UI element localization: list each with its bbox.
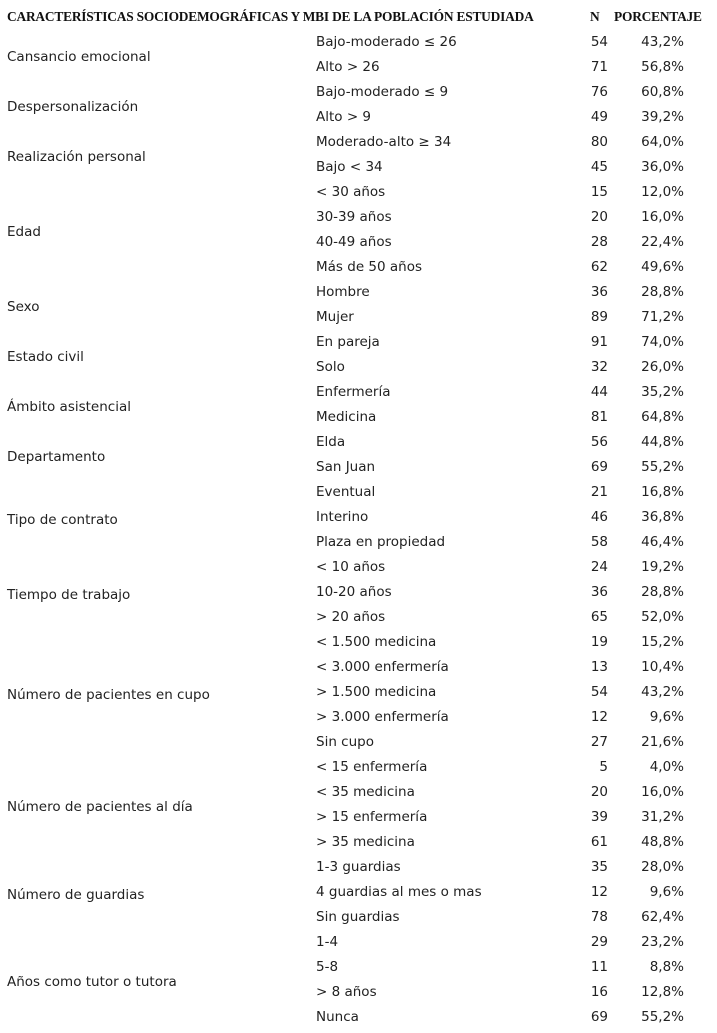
- table-row: [0, 530, 717, 555]
- n-cell: 62: [590, 259, 608, 275]
- n-cell: 56: [590, 434, 608, 450]
- n-cell: 81: [590, 409, 608, 425]
- n-cell: 54: [590, 684, 608, 700]
- table-row: [0, 480, 717, 505]
- category-cell: < 1.500 medicina: [316, 634, 437, 650]
- table-row: [0, 105, 717, 130]
- row-group: [0, 330, 717, 380]
- n-cell: 20: [590, 784, 608, 800]
- table-row: [0, 580, 717, 605]
- category-cell: Medicina: [316, 409, 377, 425]
- table-row: [0, 380, 717, 405]
- n-cell: 21: [590, 484, 608, 500]
- n-cell: 45: [590, 159, 608, 175]
- n-cell: 76: [590, 84, 608, 100]
- n-cell: 36: [590, 284, 608, 300]
- percentage-cell: 16,0%: [641, 784, 684, 800]
- group-label: Tiempo de trabajo: [7, 586, 131, 603]
- n-cell: 11: [590, 959, 608, 975]
- table-row: [0, 130, 717, 155]
- group-label: Despersonalización: [7, 99, 139, 115]
- percentage-cell: 12,8%: [641, 984, 684, 1000]
- table-row: [0, 430, 717, 455]
- table-row: [0, 680, 717, 705]
- n-cell: 24: [590, 559, 608, 575]
- percentage-cell: 43,2%: [641, 684, 684, 700]
- percentage-cell: 21,6%: [641, 734, 684, 750]
- group-label: Tipo de contrato: [7, 511, 118, 528]
- percentage-cell: 9,6%: [649, 884, 684, 900]
- category-cell: En pareja: [316, 334, 380, 350]
- n-cell: 16: [590, 984, 608, 1000]
- n-cell: 78: [590, 909, 608, 925]
- category-cell: 4 guardias al mes o mas: [316, 884, 482, 900]
- n-cell: 39: [590, 809, 608, 825]
- table-row: [0, 630, 717, 655]
- table-row: [0, 255, 717, 280]
- n-cell: 5: [599, 759, 608, 775]
- percentage-cell: 31,2%: [641, 809, 684, 825]
- row-group: [0, 930, 717, 1030]
- group-label: Cansancio emocional: [7, 49, 151, 65]
- percentage-cell: 28,8%: [641, 584, 684, 600]
- group-label: Número de guardias: [7, 886, 145, 903]
- table-row: [0, 980, 717, 1005]
- category-cell: > 20 años: [316, 609, 386, 625]
- table-row: [0, 180, 717, 205]
- percentage-cell: 48,8%: [641, 834, 684, 850]
- percentage-cell: 19,2%: [641, 559, 684, 575]
- group-label: Número de pacientes en cupo: [7, 686, 210, 703]
- category-cell: 40-49 años: [316, 234, 392, 250]
- n-cell: 44: [590, 384, 608, 400]
- n-cell: 29: [590, 934, 608, 950]
- category-cell: Nunca: [316, 1009, 359, 1025]
- percentage-cell: 16,8%: [641, 484, 684, 500]
- n-cell: 71: [590, 59, 608, 75]
- percentage-cell: 8,8%: [649, 959, 684, 975]
- n-cell: 69: [590, 459, 608, 475]
- category-cell: Mujer: [316, 309, 354, 325]
- table-row: [0, 555, 717, 580]
- table-row: [0, 705, 717, 730]
- percentage-cell: 55,2%: [641, 1009, 684, 1025]
- category-cell: Más de 50 años: [316, 259, 423, 275]
- percentage-cell: 36,8%: [641, 509, 684, 525]
- group-label: Departamento: [7, 449, 106, 465]
- group-label: Años como tutor o tutora: [7, 974, 177, 990]
- header-title: CARACTERÍSTICAS SOCIODEMOGRÁFICAS Y MBI DE LA POBLACIÓN ESTUDIADA: [7, 9, 534, 24]
- n-cell: 36: [590, 584, 608, 600]
- table-row: [0, 305, 717, 330]
- table-row: [0, 605, 717, 630]
- percentage-cell: 16,0%: [641, 209, 684, 225]
- n-cell: 49: [590, 109, 608, 125]
- category-cell: > 35 medicina: [316, 834, 415, 850]
- n-cell: 80: [590, 134, 608, 150]
- category-cell: < 35 medicina: [316, 784, 415, 800]
- row-group: [0, 855, 717, 930]
- n-cell: 69: [590, 1009, 608, 1025]
- percentage-cell: 15,2%: [641, 634, 684, 650]
- category-cell: Interino: [316, 509, 369, 525]
- n-cell: 91: [590, 334, 608, 350]
- percentage-cell: 62,4%: [641, 909, 684, 925]
- n-cell: 61: [590, 834, 608, 850]
- percentage-cell: 36,0%: [641, 159, 684, 175]
- percentage-cell: 10,4%: [641, 659, 684, 675]
- n-cell: 20: [590, 209, 608, 225]
- table-row: [0, 30, 717, 55]
- table-row: [0, 955, 717, 980]
- n-cell: 32: [590, 359, 608, 375]
- n-cell: 89: [590, 309, 608, 325]
- table-row: [0, 330, 717, 355]
- group-label: Estado civil: [7, 349, 84, 365]
- category-cell: Alto > 26: [316, 59, 380, 75]
- n-cell: 13: [590, 659, 608, 675]
- row-group: [0, 130, 717, 180]
- header-n: N: [590, 9, 600, 24]
- percentage-cell: 35,2%: [641, 384, 684, 400]
- percentage-cell: 52,0%: [641, 609, 684, 625]
- n-cell: 46: [590, 509, 608, 525]
- table-row: [0, 1005, 717, 1030]
- table-row: [0, 905, 717, 930]
- row-group: [0, 80, 717, 130]
- table-row: [0, 930, 717, 955]
- percentage-cell: 26,0%: [641, 359, 684, 375]
- group-label: Sexo: [7, 299, 40, 315]
- table-row: [0, 230, 717, 255]
- category-cell: < 15 enfermería: [316, 759, 428, 775]
- row-group: [0, 380, 717, 430]
- n-cell: 54: [590, 34, 608, 50]
- table-row: [0, 730, 717, 755]
- percentage-cell: 39,2%: [641, 109, 684, 125]
- table-row: [0, 855, 717, 880]
- category-cell: Enfermería: [316, 384, 391, 400]
- percentage-cell: 64,8%: [641, 409, 684, 425]
- row-group: [0, 280, 717, 330]
- percentage-cell: 28,0%: [641, 859, 684, 875]
- n-cell: 27: [590, 734, 608, 750]
- table-row: [0, 405, 717, 430]
- percentage-cell: 56,8%: [641, 59, 684, 75]
- n-cell: 19: [590, 634, 608, 650]
- table-row: [0, 455, 717, 480]
- table-row: [0, 755, 717, 780]
- category-cell: Eventual: [316, 484, 376, 500]
- percentage-cell: 22,4%: [641, 234, 684, 250]
- n-cell: 65: [590, 609, 608, 625]
- n-cell: 12: [590, 884, 608, 900]
- percentage-cell: 55,2%: [641, 459, 684, 475]
- category-cell: > 1.500 medicina: [316, 684, 437, 700]
- category-cell: Moderado-alto ≥ 34: [316, 134, 452, 150]
- row-group: [0, 630, 717, 755]
- table-row: [0, 55, 717, 80]
- percentage-cell: 43,2%: [641, 34, 684, 50]
- category-cell: 5-8: [316, 959, 339, 975]
- table-row: [0, 805, 717, 830]
- category-cell: Solo: [316, 359, 345, 375]
- row-group: [0, 30, 717, 80]
- n-cell: 12: [590, 709, 608, 725]
- group-label: Realización personal: [7, 149, 146, 165]
- category-cell: 1-4: [316, 934, 339, 950]
- category-cell: < 30 años: [316, 184, 386, 200]
- category-cell: Plaza en propiedad: [316, 534, 446, 550]
- row-group: [0, 555, 717, 630]
- category-cell: Bajo-moderado ≤ 9: [316, 84, 449, 100]
- table-row: [0, 155, 717, 180]
- row-group: [0, 480, 717, 555]
- category-cell: < 3.000 enfermería: [316, 659, 449, 675]
- row-group: [0, 180, 717, 280]
- table-row: [0, 205, 717, 230]
- table-row: [0, 280, 717, 305]
- table-row: [0, 655, 717, 680]
- percentage-cell: 46,4%: [641, 534, 684, 550]
- table-row: [0, 780, 717, 805]
- percentage-cell: 49,6%: [641, 259, 684, 275]
- header-percentage: PORCENTAJE: [614, 9, 702, 24]
- table-row: [0, 80, 717, 105]
- percentage-cell: 12,0%: [641, 184, 684, 200]
- percentage-cell: 71,2%: [641, 309, 684, 325]
- category-cell: < 10 años: [316, 559, 386, 575]
- category-cell: Hombre: [316, 284, 370, 300]
- percentage-cell: 23,2%: [641, 934, 684, 950]
- category-cell: 10-20 años: [316, 584, 392, 600]
- category-cell: > 8 años: [316, 984, 377, 1000]
- row-group: [0, 430, 717, 480]
- percentage-cell: 64,0%: [641, 134, 684, 150]
- percentage-cell: 74,0%: [641, 334, 684, 350]
- category-cell: Sin cupo: [316, 734, 374, 750]
- table-row: [0, 830, 717, 855]
- n-cell: 28: [590, 234, 608, 250]
- category-cell: Bajo < 34: [316, 159, 383, 175]
- n-cell: 15: [590, 184, 608, 200]
- percentage-cell: 44,8%: [641, 434, 684, 450]
- table-row: [0, 355, 717, 380]
- category-cell: San Juan: [316, 459, 376, 475]
- category-cell: 1-3 guardias: [316, 859, 401, 875]
- table-row: [0, 505, 717, 530]
- percentage-cell: 4,0%: [649, 759, 684, 775]
- category-cell: > 15 enfermería: [316, 809, 428, 825]
- table-row: [0, 880, 717, 905]
- category-cell: Elda: [316, 434, 346, 450]
- category-cell: Sin guardias: [316, 909, 400, 925]
- n-cell: 35: [590, 859, 608, 875]
- percentage-cell: 9,6%: [649, 709, 684, 725]
- category-cell: 30-39 años: [316, 209, 392, 225]
- group-label: Número de pacientes al día: [7, 799, 193, 815]
- percentage-cell: 28,8%: [641, 284, 684, 300]
- n-cell: 58: [590, 534, 608, 550]
- percentage-cell: 60,8%: [641, 84, 684, 100]
- table-body: [0, 30, 717, 1030]
- category-cell: > 3.000 enfermería: [316, 709, 449, 725]
- category-cell: Bajo-moderado ≤ 26: [316, 34, 457, 50]
- category-cell: Alto > 9: [316, 109, 372, 125]
- row-group: [0, 755, 717, 855]
- group-label: Edad: [7, 224, 41, 240]
- group-label: Ámbito asistencial: [7, 399, 131, 415]
